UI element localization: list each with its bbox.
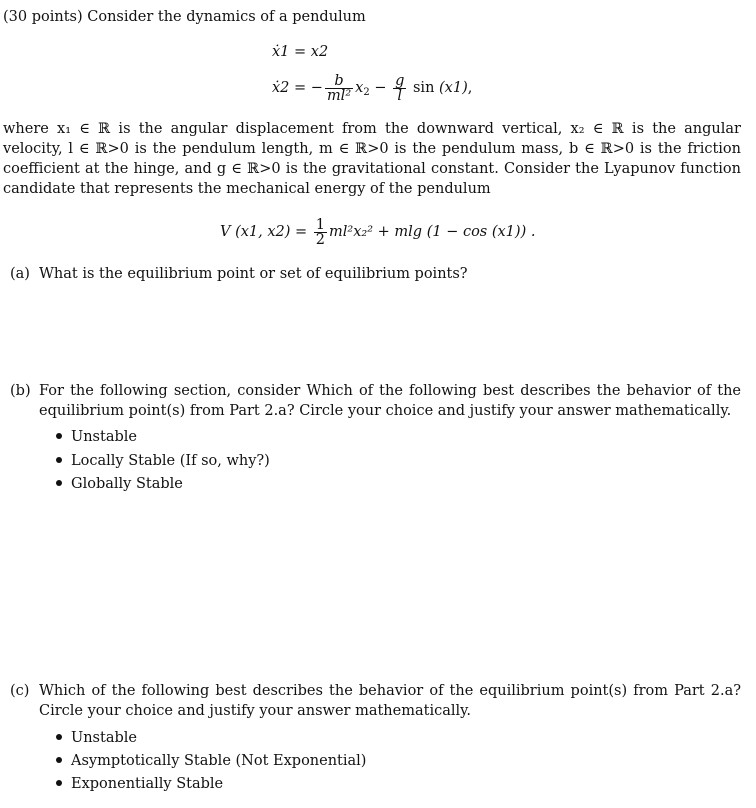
problem-header [3,7,366,27]
lyapunov-half: $\frac{1}{2}$ [315,216,326,248]
equation-2: ẋ2 = − $\frac{b}{\text{ml²}}$ $x_2$ − $\frac{g}{l}$ sin (x1), [272,72,473,104]
lyapunov-equation: V (x1, x2) = $\frac{1}{2}$ ml²x₂² + mlg (1 − cos (x1)) . [220,216,536,248]
eq1-lhs: ẋ1 [272,44,290,60]
bullet-icon [56,757,62,763]
lyapunov-lhs: V (x1, x2) [220,224,291,240]
part-a-text: What is the equilibrium point or set of equilibrium points? [39,266,468,282]
bullet-icon [56,780,62,786]
part-b-option[interactable]: Locally Stable (If so, why?) [56,451,270,471]
eq2-fraction-g: $\frac{g}{l}$ [395,72,405,104]
eq2-fraction-b: $\frac{b}{\text{ml²}}$ [326,72,352,104]
part-b-option[interactable]: Globally Stable [56,474,183,494]
part-c-label: (c) [10,683,30,699]
part-c-option[interactable]: Unstable [56,728,137,748]
intro-text: Consider the dynamics of a pendulum [87,9,366,25]
part-c-text: Which of the following best describes the behavior of the equilibrium point(s) from Part 2.a? Circle your choice and justify your answer mathematically. [39,683,741,719]
part-b-label: (b) [10,383,31,399]
part-b-text: For the following section, consider Which of the following best describes the behavior of the equilibrium point(s) from Part 2.a? Circle your choice and justify your answer mathematically. [39,383,741,419]
lyapunov-potential: mlg (1 − cos (x1)) . [394,224,536,240]
bullet-icon [56,734,62,740]
bullet-icon [56,480,62,486]
where-paragraph: where x₁ ∈ ℝ is the angular displacement from the downward vertical, x₂ ∈ ℝ is the angular velocity, l ∈ ℝ>0 is the pendulum length, m ∈ ℝ>0 is the pendulum mass, b ∈ ℝ>0 is the friction coefficient at the hinge, and g ∈ ℝ>0 is the gravitational constant. Consider the Lyapunov function candidate that represents the mechanical energy of the pendulum [3,121,741,197]
bullet-icon [56,457,62,463]
eq2-lhs: ẋ2 [272,80,290,96]
part-b-option[interactable]: Unstable [56,427,137,447]
part-c-option[interactable]: Exponentially Stable [56,774,223,794]
part-a-label: (a) [10,266,30,282]
equation-1: ẋ1 = x2 [272,44,329,60]
lyapunov-kinetic: ml²x₂² [329,224,374,240]
part-c-option[interactable]: Asymptotically Stable (Not Exponential) [56,751,366,771]
bullet-icon [56,433,62,439]
eq1-rhs: x2 [310,44,329,60]
points-label: (30 points) [3,9,83,25]
